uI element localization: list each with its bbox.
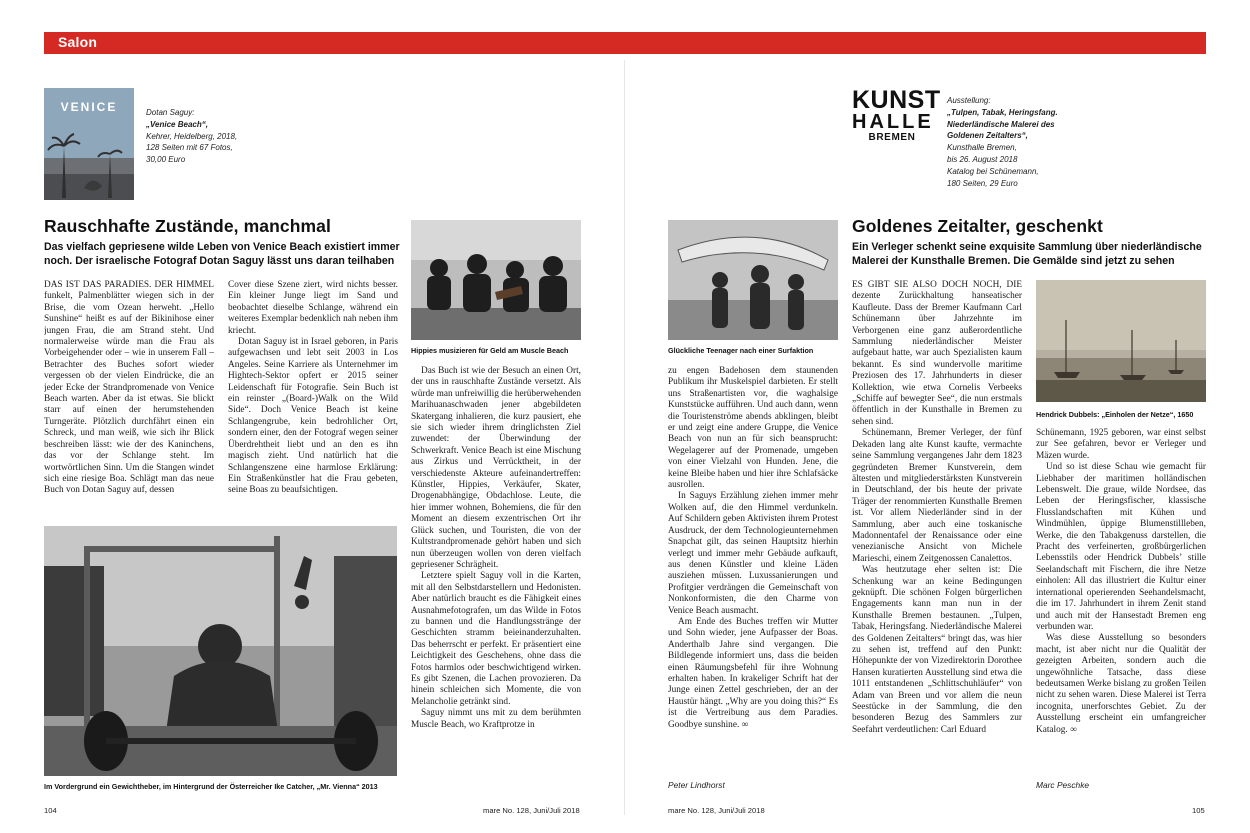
painting-caption: Hendrick Dubbels: „Einholen der Netze“, 1650: [1036, 410, 1194, 419]
right-col1-para-2: Schünemann, Bremer Verleger, der fünf Dekaden lang alte Kunst kaufte, vermachte seine Sammlung vergangenes Jahr dem 1823 gegründeten Bremer Kunstverein, dem ältesten und mitgliederstärksten Kunstverein in Deutschland, der bis heute der private Träger der renommierten Kunsthalle Bremen ist. Vor allem Niederländer sind in der Sammlung, aber auch eine toskanische Madonnentafel der Renaissance oder eine venezianische Ansicht von Michele Marieschi, einem Zeitgenossen Canalettos.: [852, 428, 1022, 564]
left-deck-line-2: noch. Der israelische Fotograf Dotan Saguy lässt uns daran teilhaben: [44, 255, 395, 267]
right-folio-number: 105: [1192, 806, 1205, 815]
right-col2-para-1: Schünemann, 1925 geboren, war einst selbst zur See gefahren, bevor er Verleger und Mäzen wurde.: [1036, 428, 1206, 461]
logo-line-3: BREMEN: [868, 132, 916, 143]
section-bar: [44, 32, 1206, 54]
left-deck-line-1: Das vielfach gepriesene wilde Leben von Venice Beach existiert immer: [44, 241, 400, 253]
right-col2-para-3: Was diese Ausstellung so besonders macht, ist aber nicht nur die Qualität der gezeigten Arbeiten, sondern auch die ungewöhnliche Tatsache, dass diese bedeutsamen Werke bislang zu großen Teilen nicht zu sehen waren. Diese Malerei ist Terra incognita, unerforschtes Gebiet. Zu der Ausstellung erscheint ein umfangreicher Katalog. ∞: [1036, 633, 1206, 735]
left-column-3: [411, 366, 581, 794]
right-deck-line-1: Ein Verleger schenkt seine exquisite Sammlung über niederländische: [852, 241, 1202, 253]
right-column-1: [852, 280, 1022, 794]
left-col2-para-2: Dotan Saguy ist in Israel geboren, in Paris aufgewachsen und lebt seit 2003 in Los Angeles. Seine Karriere als Unternehmer im Hightech-Sektor opfert er 2015 seiner Leidenschaft für Fotografie. Sein Buch ist ein reinster „(Board-)Walk on the Wild Side“. Doch Venice Beach ist keine Schlangengrube, kein bedrohlicher Ort, sondern einer, den der Fotograf wegen seiner Überdrehtheit liebt und an den es ihn magisch zieht. Und natürlich hat die Schlangenszene eine harmlose Erklärung: Ein Straßenkünstler hat die Frau gebeten, seine Boas zu beaufsichtigen.: [228, 337, 398, 496]
left-signature: Peter Lindhorst: [668, 780, 725, 790]
right-col2-para-2: Und so ist diese Schau wie gemacht für Liebhaber der maritimen holländischen Lebenswelt. Die graue, wilde Nordsee, das Leben der Heringsfischer, klassische Flusslandschaften mit Kühen und Windmühlen, üppige Blumenstillleben, Werke, die den Tabakgenuss darstellen, die Pracht des verfeinerten, großbürgerlichen Lebensstils oder Hendrick Dubbels’ stille Seelandschaft mit Fischern, die ihre Netze einholen: All das illustriert die Kultur einer international operierenden Seehandelsmacht, die im 17. Jahrhundert in ihrem Zenit stand und auch mit der Hansestadt Bremen eng verbunden war.: [1036, 462, 1206, 632]
exhibit-venue: Kunsthalle Bremen,: [947, 143, 1017, 153]
left-col4-para-2: In Saguys Erzählung ziehen immer mehr Wolken auf, die den Himmel verdunkeln. Auf Schildern geben Aktivisten ihrem Protest Ausdruck, der dem Technologieunternehmen Snapchat gilt, das seinen Hauptsitz hierhin verlegt und immer mehr Gebäude aufkauft, aus denen Künstler und kleine Läden ausziehen müssen. Luxussanierungen und Profitgier verdrängen die Gemeinschaft von Nonkonformisten, die den Charme von Venice Beach ausmacht.: [668, 491, 838, 616]
left-col2-para-1: Cover diese Szene ziert, wird nichts besser. Ein kleiner Junge liegt im Sand und beobachtet dieselbe Schlange, während ein weiteres Exemplar bedenklich nah neben ihm kriecht.: [228, 280, 398, 336]
painting-image: [1036, 280, 1206, 402]
kunsthalle-logo: [852, 86, 941, 144]
logo-line-1: KUNST: [852, 86, 941, 114]
surf-photo: [668, 220, 838, 340]
left-deck: [44, 240, 400, 268]
exhibit-dates: bis 26. August 2018: [947, 154, 1018, 164]
right-signature: Marc Peschke: [1036, 780, 1090, 790]
weightlifter-photo: [44, 526, 397, 776]
right-col1-para-1: ES GIBT SIE ALSO DOCH NOCH, DIE dezente Zurückhaltung hanseatischer Kaufleute. Dass der Bremer Kaufmann Carl Schünemann über Jahrzehnte im Verborgenen eine ganz außerordentliche Sammlung niederländischer Meister aufgebaut hatte, war auch Spezialisten kaum bekannt. Es sind wundervolle maritime Preziosen des 17. Jahrhunderts in dieser Kollektion, wie etwa Cornelis Verbeeks „Schiffe auf bewegter See“, die nun erstmals öffentlich in der Kunsthalle in Bremen zu sehen sind.: [852, 280, 1022, 427]
exhibit-label: Ausstellung:: [947, 96, 991, 105]
right-col1-para-3: Was heutzutage eher selten ist: Die Schenkung war an keine Bedingungen geknüpft. Die schönen Folgen bürgerlichen Engagements kann man nun in der Kunsthalle Bremen bestaunen. „Tulpen, Tabak, Heringsfang. Niederländische Malerei des Goldenen Zeitalters“ bringt das, was hier zu sehen ist, treffend auf den Punkt: Höhepunkte der von Vizedirektorin Dorothee Hansen kuratierten Ausstellung sind etwa die 1011 entstandenen „Schlittschuhläufer“ von Adam van Breen und vor allem die neun Seestücke in der Sammlung, die den besonderen Bezug des Sammlers zur Seefahrt verdeutlichen: Carl Eduard: [852, 565, 1022, 735]
book-cover-image: [44, 88, 134, 200]
exhibit-meta: [947, 95, 1058, 189]
book-publisher: Kehrer, Heidelberg, 2018,: [146, 131, 238, 141]
page-spine: [624, 60, 625, 815]
hippies-caption: Hippies musizieren für Geld am Muscle Beach: [411, 346, 569, 355]
left-folio-number: 104: [44, 806, 57, 815]
book-meta: [146, 107, 237, 166]
left-col4-para-3: Am Ende des Buches treffen wir Mutter und Sohn wieder, jene Aufpasser der Boas. Anderthalb Jahre sind vergangen. Die Bildlegende informiert uns, dass die beiden einen Räumungsbefehl für ihre Wohnung erhalten haben. In krakeliger Schrift hat der Junge einen Zettel geschrieben, der an der Haustür hängt. „Why are you doing this?“ Es ist die Vertreibung aus dem Paradies. Goodbye sunshine. ∞: [668, 616, 838, 730]
left-col3-para-1: Das Buch ist wie der Besuch an einen Ort, der uns in rauschhafte Zustände versetzt. Als würde man unfreiwillig die herüberwehenden Marihuanaschwaden jener abgebildeten Skatergang inhalieren, die kurz pausiert, ehe sie sich wieder ihrem dringlichsten Ziel zuwendet: der Überwindung der Schwerkraft. Venice Beach ist eine Mischung aus Zirkus und Verrücktheit, in der verschiedenste Akteure aufeinandertreffen: Künstler, Hippies, Verkäufer, Skater, Drogenabhängige, Obdachlose. Leute, die hier immer wohnen, Bohemiens, die für den Moment an diesem exzentrischen Ort ihr Glück suchen, und Touristen, die von der Kultstrandpromenade gehört haben und sich nun überzeugen wollen von deren vielfach gepriesener Schrägheit.: [411, 366, 581, 570]
left-column-1: [44, 280, 214, 524]
left-folio-magazine: mare No. 128, Juni/Juli 2018: [483, 806, 580, 815]
right-deck: [852, 240, 1202, 268]
section-title: Salon: [58, 34, 98, 50]
right-headline: Goldenes Zeitalter, geschenkt: [852, 216, 1103, 236]
logo-line-2: HALLE: [852, 111, 934, 133]
book-author: Dotan Saguy:: [146, 108, 195, 117]
book-price: 30,00 Euro: [146, 155, 186, 165]
left-column-4: [668, 366, 838, 770]
left-col4-para-1: zu engen Badehosen dem staunenden Publikum ihr Muskelspiel darbieten. Er stellt uns Straßenartisten vor, die waghalsige Kunststücke aufführen. Und auch dann, wenn die Touristenströme abends abklingen, bleibt er und zeigt eine andere Gruppe, die Venice Beach von nun an für sich beansprucht: Wegelagerer auf der Promenade, umgeben von einer Vielzahl von Hunden. Jene, die keine Bleibe haben und hier ihre Schlafsäcke ausrollen.: [668, 366, 838, 491]
surf-caption: Glückliche Teenager nach einer Surfaktion: [668, 346, 814, 355]
exhibit-title-3: Goldenen Zeitalters“,: [947, 131, 1028, 141]
hippies-photo: [411, 220, 581, 340]
exhibit-catalog: Katalog bei Schünemann,: [947, 166, 1039, 176]
exhibit-catalog-info: 180 Seiten, 29 Euro: [947, 178, 1018, 188]
exhibit-title-1: „Tulpen, Tabak, Heringsfang.: [947, 107, 1058, 117]
left-column-2: [228, 280, 398, 524]
left-headline: Rauschhafte Zustände, manchmal: [44, 216, 331, 236]
book-pages: 128 Seiten mit 67 Fotos,: [146, 143, 233, 153]
left-col1-para-1: DAS IST DAS PARADIES. DER HIMMEL funkelt, Palmenblätter wiegen sich in der Brise, die vom Ozean herweht. „Hello Sunshine“ heißt es auf der Bikinihose einer jungen Frau, die am Strand steht. Und normalerweise würde man die Frau als Vorbeigehender oder – wie in unserem Fall – Betrachter des Buches sofort wieder vergessen ob der vielen Eindrücke, die an jeder Ecke der Strandpromenade von Venice Beach warten. Aber da ist etwas. Sie blickt starr auf einen der herumstehenden Turngeräte. Plötzlich durchfährt einen ein Schreck, und man weiß, wie sich ihr Blick beschreiben lässt: wie der des Kaninchens, das vor der Schlange steht. Im wortwörtlichen Sinn. Um die Stangen windet sich eine riesige Boa. Schlägt man das neue Buch von Dotan Saguy auf, dessen: [44, 280, 214, 496]
book-cover-title: VENICE: [60, 100, 118, 114]
book-title: „Venice Beach“,: [146, 119, 208, 129]
weightlifter-caption: Im Vordergrund ein Gewichtheber, im Hintergrund der Österreicher Ike Catcher, „Mr. Vienna“ 2013: [44, 782, 378, 791]
right-deck-line-2: Malerei der Kunsthalle Bremen. Die Gemälde sind jetzt zu sehen: [852, 255, 1175, 267]
exhibit-title-2: Niederländische Malerei des: [947, 119, 1055, 129]
right-folio-magazine: mare No. 128, Juni/Juli 2018: [668, 806, 765, 815]
left-col3-para-2: Letztere spielt Saguy voll in die Karten, mit all den Selbstdarstellern und Hedonisten. Aber natürlich braucht es die Fähigkeit eines Ausnahmefotografen, um das Wilde in Fotos zu bannen und die Handlungsstränge der Geschichten stramm beieinanderzuhalten. Das beherrscht er perfekt. Er präsentiert eine Leichtigkeit des Geschehens, ohne dass die Fotos harmlos oder beschwichtigend wirken. Es gibt Szenen, die Lachen provozieren. Da hinein schleichen sich Momente, die von Melancholie getränkt sind.: [411, 571, 581, 707]
left-col3-para-3: Saguy nimmt uns mit zu dem berühmten Muscle Beach, wo Kraftprotze in: [411, 708, 581, 730]
right-column-2: [1036, 428, 1206, 768]
